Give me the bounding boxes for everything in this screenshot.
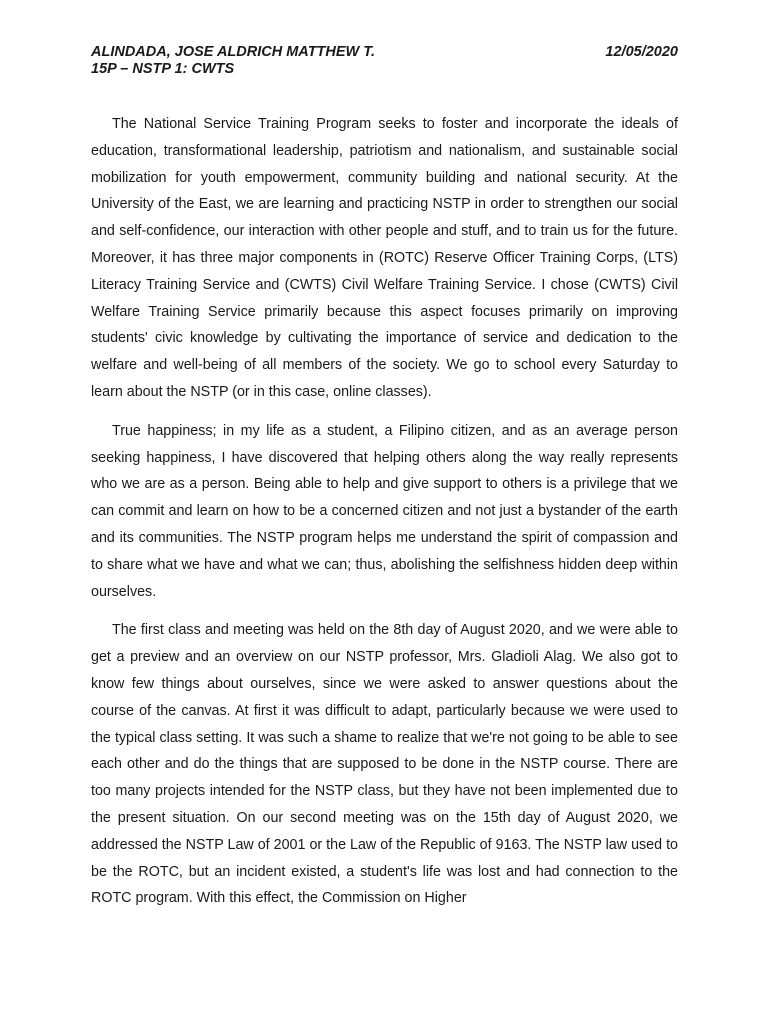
paragraph-2: True happiness; in my life as a student, a Filipino citizen, and as an average person seeking happiness, I have discovered that helping others along the way really represents who we are as a person. Being able to help and give support to others is a privilege that we can commit and learn on how to be a concerned citizen and not just a bystander of the earth and its communities. The NSTP program helps me understand the spirit of compassion and to share what we have and what we can; thus, abolishing the selfishness hidden deep within ourselves. (91, 422, 678, 600)
paragraph-3: The first class and meeting was held on the 8th day of August 2020, and we were able to get a preview and an overview on our NSTP professor, Mrs. Gladioli Alag. We also got to know few things about ourselves, since we were asked to answer questions about the course of the canvas. At first it was difficult to adapt, particularly because we were used to the typical class setting. It was such a shame to realize that we're not going to be able to see each other and do the things that are supposed to be done in the NSTP course. There are too many projects intended for the NSTP class, but they have not been implemented due to the present situation. On our second meeting was on the 15th day of August 2020, we addressed the NSTP Law of 2001 or the Law of the Republic of 9163. The NSTP law used to be the ROTC, but an incident existed, a student's life was lost and had connection to the ROTC program. With this effect, the Commission on Higher (91, 622, 678, 907)
header-row (91, 44, 678, 61)
student-name: ALINDADA, JOSE ALDRICH MATTHEW T. (91, 44, 376, 60)
document-header (91, 44, 678, 78)
paragraph-1: The National Service Training Program seeks to foster and incorporate the ideals of education, transformational leadership, patriotism and nationalism, and sustainable social mobilization for youth empowerment, community building and national security. At the University of the East, we are learning and practicing NSTP in order to strengthen our social and self-confidence, our interaction with other people and stuff, and to train us for the future. Moreover, it has three major components in (ROTC) Reserve Officer Training Corps, (LTS) Literacy Training Service and (CWTS) Civil Welfare Training Service. I chose (CWTS) Civil Welfare Training Service primarily because this aspect focuses primarily on improving students' civic knowledge by cultivating the importance of service and dedication to the welfare and well-being of all members of the society. We go to school every Saturday to learn about the NSTP (or in this case, online classes). (91, 116, 678, 400)
document-page (91, 44, 678, 924)
document-date: 12/05/2020 (605, 44, 678, 60)
course-label: 15P – NSTP 1: CWTS (91, 61, 235, 77)
essay-body (91, 111, 678, 912)
